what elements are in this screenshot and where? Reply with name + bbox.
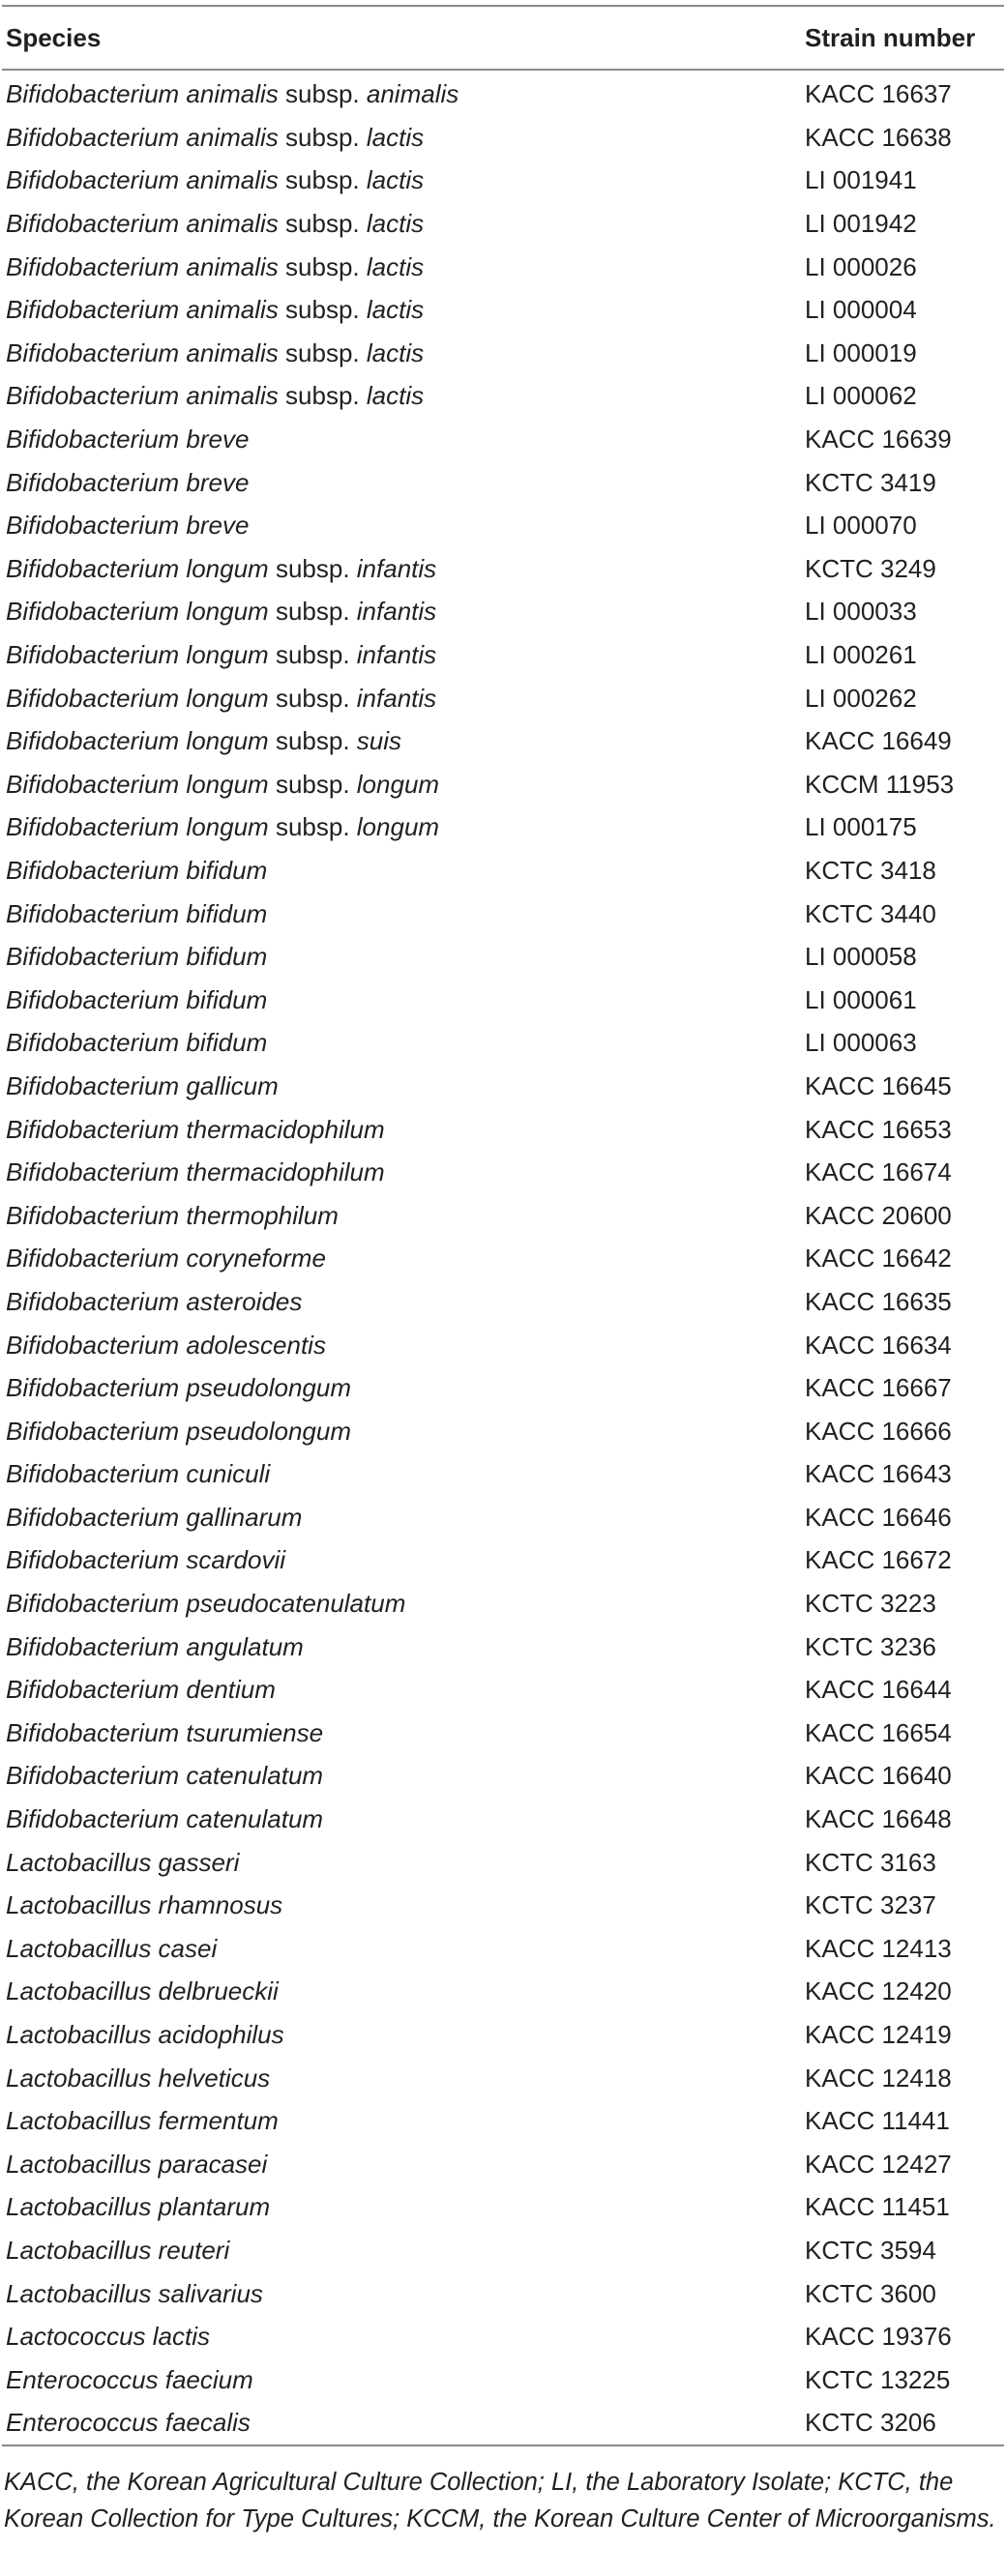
subspecies-label: subsp.	[285, 251, 360, 281]
species-cell	[2, 805, 805, 849]
table-row	[2, 418, 1004, 461]
species-name: Bifidobacterium thermacidophilum	[6, 1157, 385, 1187]
table-row	[2, 2229, 1004, 2272]
table-row	[2, 2099, 1004, 2143]
table-row	[2, 892, 1004, 935]
subspecies-name: lactis	[366, 122, 425, 152]
strain-number-cell: LI 000033	[805, 597, 917, 627]
table-row	[2, 2357, 1004, 2401]
species-name: Bifidobacterium longum	[6, 726, 269, 756]
strain-number-cell: KACC 16672	[805, 1545, 952, 1575]
strain-number-cell: KACC 16639	[805, 424, 952, 454]
table-row	[2, 1021, 1004, 1065]
species-cell	[2, 1065, 805, 1108]
species-name: Bifidobacterium longum	[6, 683, 269, 713]
subspecies-name: lactis	[366, 209, 425, 239]
table-row	[2, 1840, 1004, 1884]
table-row	[2, 504, 1004, 547]
species-cell	[2, 892, 805, 935]
species-cell	[2, 245, 805, 288]
table-row	[2, 1712, 1004, 1755]
species-name: Bifidobacterium dentium	[6, 1675, 276, 1705]
table-row	[2, 288, 1004, 332]
species-cell	[2, 590, 805, 633]
strain-number-cell: KCTC 3206	[805, 2401, 1004, 2445]
species-cell	[2, 1021, 805, 1065]
species-name: Bifidobacterium gallinarum	[6, 1502, 303, 1532]
species-cell	[2, 2099, 805, 2143]
species-name: Bifidobacterium tsurumiense	[6, 1717, 324, 1747]
table-row	[2, 159, 1004, 202]
table-row	[2, 1538, 1004, 1582]
table-footnote: KACC, the Korean Agricultural Culture Collection; LI, the Laboratory Isolate; KCTC, the Korean Collection for Type Cultures; KCCM, the Korean Culture Center of Microorganisms.	[4, 2468, 996, 2532]
table-row	[2, 2401, 1004, 2445]
species-cell	[2, 374, 805, 418]
species-name: Bifidobacterium bifidum	[6, 855, 268, 885]
strain-number-cell: KACC 16654	[805, 1717, 952, 1747]
subspecies-name: infantis	[356, 683, 437, 713]
strain-number-cell: KACC 16638	[805, 122, 952, 152]
strain-number-cell: LI 000058	[805, 942, 917, 972]
table-row	[2, 1193, 1004, 1237]
subspecies-name: suis	[356, 726, 402, 756]
species-column-header: Species	[2, 6, 805, 70]
species-cell	[2, 547, 805, 591]
table-row	[2, 1970, 1004, 2013]
table-row	[2, 245, 1004, 288]
strain-number-cell: KACC 16643	[805, 1459, 952, 1489]
species-name: Bifidobacterium breve	[6, 511, 250, 541]
species-cell	[2, 1798, 805, 1841]
table-row	[2, 763, 1004, 806]
species-cell	[2, 159, 805, 202]
species-name: Bifidobacterium animalis	[6, 295, 279, 325]
strain-number-cell: KACC 16637	[805, 79, 952, 109]
species-cell	[2, 2271, 805, 2315]
species-name: Bifidobacterium scardovii	[6, 1545, 286, 1575]
species-cell	[2, 633, 805, 677]
species-name: Lactococcus lactis	[6, 2322, 210, 2352]
species-name: Bifidobacterium longum	[6, 597, 269, 627]
table-row	[2, 676, 1004, 719]
species-name: Bifidobacterium animalis	[6, 381, 279, 411]
subspecies-name: lactis	[366, 381, 425, 411]
header-row	[2, 6, 1004, 70]
species-cell	[2, 849, 805, 893]
species-cell	[2, 2013, 805, 2057]
species-name: Bifidobacterium angulatum	[6, 1631, 304, 1661]
subspecies-name: longum	[356, 769, 440, 799]
table-header	[2, 6, 1004, 70]
species-cell	[2, 1193, 805, 1237]
strain-number-cell: KACC 16653	[805, 1114, 952, 1144]
strain-number-cell: LI 000262	[805, 683, 917, 713]
species-cell	[2, 1409, 805, 1452]
species-cell	[2, 70, 805, 116]
species-name: Lactobacillus paracasei	[6, 2149, 268, 2179]
species-cell	[2, 1107, 805, 1151]
species-name: Lactobacillus rhamnosus	[6, 1890, 283, 1920]
species-name: Bifidobacterium longum	[6, 640, 269, 670]
species-name: Bifidobacterium gallicum	[6, 1070, 279, 1100]
table-row	[2, 1366, 1004, 1410]
species-cell	[2, 2315, 805, 2358]
table-row	[2, 202, 1004, 246]
species-cell	[2, 2056, 805, 2099]
subspecies-name: longum	[356, 812, 440, 842]
species-cell	[2, 2185, 805, 2229]
species-cell	[2, 504, 805, 547]
strain-number-cell: KCTC 3249	[805, 553, 936, 583]
strain-number-cell: KACC 12418	[805, 2063, 952, 2093]
strain-number-cell: KCTC 3594	[805, 2235, 936, 2265]
species-cell	[2, 1280, 805, 1324]
species-name: Bifidobacterium bifidum	[6, 1028, 268, 1058]
subspecies-name: infantis	[356, 640, 437, 670]
strain-number-cell: KCTC 3236	[805, 1631, 936, 1661]
table-row	[2, 2056, 1004, 2099]
strain-number-cell: LI 000004	[805, 295, 917, 325]
species-cell	[2, 763, 805, 806]
strain-number-cell: LI 000061	[805, 984, 917, 1014]
species-name: Bifidobacterium longum	[6, 812, 269, 842]
species-name: Bifidobacterium animalis	[6, 165, 279, 195]
strain-number-cell: KACC 16635	[805, 1286, 952, 1316]
table-row	[2, 719, 1004, 763]
strain-number-cell: KACC 12419	[805, 2020, 952, 2050]
species-cell	[2, 1712, 805, 1755]
species-name: Bifidobacterium coryneforme	[6, 1244, 326, 1273]
table-row	[2, 2143, 1004, 2186]
species-name: Bifidobacterium catenulatum	[6, 1761, 324, 1791]
strain-number-cell: KACC 16666	[805, 1416, 952, 1446]
strain-number-cell: KCTC 3440	[805, 898, 936, 928]
table-row	[2, 1409, 1004, 1452]
species-name: Lactobacillus fermentum	[6, 2106, 279, 2136]
species-name: Bifidobacterium longum	[6, 553, 269, 583]
species-name: Lactobacillus salivarius	[6, 2278, 263, 2308]
species-cell	[2, 1151, 805, 1194]
strain-number-cell: LI 000070	[805, 511, 917, 541]
species-cell	[2, 2357, 805, 2401]
species-name: Bifidobacterium animalis	[6, 122, 279, 152]
species-cell	[2, 935, 805, 979]
strain-number-cell: LI 001942	[805, 209, 917, 239]
subspecies-label: subsp.	[285, 122, 360, 152]
strain-number-cell: KCTC 3418	[805, 855, 936, 885]
species-name: Bifidobacterium breve	[6, 467, 250, 497]
strain-number-cell: KCTC 3419	[805, 467, 936, 497]
subspecies-label: subsp.	[275, 597, 350, 627]
strain-number-cell: KACC 16674	[805, 1157, 952, 1187]
species-cell	[2, 1840, 805, 1884]
strain-number-cell: LI 000019	[805, 337, 917, 367]
species-name: Bifidobacterium adolescentis	[6, 1330, 326, 1360]
table-row	[2, 1280, 1004, 1324]
table-row	[2, 935, 1004, 979]
species-name: Bifidobacterium bifidum	[6, 984, 268, 1014]
species-cell	[2, 1538, 805, 1582]
species-name: Bifidobacterium animalis	[6, 337, 279, 367]
subspecies-label: subsp.	[275, 640, 350, 670]
species-cell	[2, 202, 805, 246]
species-name: Bifidobacterium cuniculi	[6, 1459, 271, 1489]
strain-number-cell: KACC 11441	[805, 2106, 950, 2136]
table-row	[2, 1625, 1004, 1668]
subspecies-name: lactis	[366, 251, 425, 281]
subspecies-label: subsp.	[285, 79, 360, 109]
strain-number-cell: KCTC 3237	[805, 1890, 936, 1920]
species-cell	[2, 676, 805, 719]
species-name: Bifidobacterium bifidum	[6, 942, 268, 972]
species-name: Bifidobacterium pseudolongum	[6, 1416, 351, 1446]
species-cell	[2, 1496, 805, 1539]
species-name: Bifidobacterium animalis	[6, 79, 279, 109]
species-cell	[2, 1668, 805, 1712]
subspecies-name: infantis	[356, 553, 437, 583]
strain-number-cell: LI 000026	[805, 251, 917, 281]
subspecies-label: subsp.	[285, 381, 360, 411]
strain-number-cell: KCCM 11953	[805, 769, 955, 799]
species-cell	[2, 1884, 805, 1927]
strain-number-cell: KACC 16667	[805, 1373, 952, 1403]
strain-number-cell: KACC 16645	[805, 1070, 952, 1100]
species-cell	[2, 2143, 805, 2186]
strain-number-cell: LI 000062	[805, 381, 917, 411]
species-cell	[2, 978, 805, 1021]
table-row	[2, 590, 1004, 633]
table-row	[2, 1323, 1004, 1366]
strain-number-cell: KACC 16646	[805, 1502, 952, 1532]
species-cell	[2, 1452, 805, 1496]
species-name: Bifidobacterium thermophilum	[6, 1200, 339, 1230]
table-row	[2, 1237, 1004, 1280]
table-row	[2, 1496, 1004, 1539]
table-row	[2, 1884, 1004, 1927]
species-cell	[2, 418, 805, 461]
species-name: Bifidobacterium bifidum	[6, 898, 268, 928]
species-name: Lactobacillus gasseri	[6, 1847, 240, 1877]
species-name: Enterococcus faecium	[6, 2364, 253, 2394]
subspecies-label: subsp.	[285, 209, 360, 239]
species-cell	[2, 460, 805, 504]
table-row	[2, 116, 1004, 160]
table-row	[2, 460, 1004, 504]
species-name: Bifidobacterium thermacidophilum	[6, 1114, 385, 1144]
species-name: Bifidobacterium pseudocatenulatum	[6, 1589, 406, 1619]
strain-number-cell: KCTC 3223	[805, 1589, 936, 1619]
strain-number-cell: KACC 12420	[805, 1976, 952, 2006]
strain-number-cell: KACC 20600	[805, 1200, 952, 1230]
subspecies-label: subsp.	[275, 812, 350, 842]
species-name: Bifidobacterium pseudolongum	[6, 1373, 351, 1403]
table-row	[2, 70, 1004, 116]
strain-number-cell: KCTC 13225	[805, 2364, 951, 2394]
subspecies-name: animalis	[366, 79, 459, 109]
species-name: Lactobacillus delbrueckii	[6, 1976, 279, 2006]
strain-number-cell: LI 001941	[805, 165, 917, 195]
table-row	[2, 547, 1004, 591]
table-row	[2, 978, 1004, 1021]
table-row	[2, 1927, 1004, 1971]
subspecies-label: subsp.	[275, 726, 350, 756]
strain-number-cell: KACC 16640	[805, 1761, 952, 1791]
species-cell	[2, 116, 805, 160]
table-body	[2, 70, 1004, 2445]
strain-number-cell: KACC 16649	[805, 726, 952, 756]
table-row	[2, 1754, 1004, 1798]
strain-number-cell: KCTC 3600	[805, 2278, 936, 2308]
species-name: Bifidobacterium asteroides	[6, 1286, 303, 1316]
species-cell	[2, 288, 805, 332]
subspecies-label: subsp.	[275, 683, 350, 713]
table-row	[2, 2271, 1004, 2315]
species-cell	[2, 1927, 805, 1971]
strain-number-cell: LI 000175	[805, 812, 917, 842]
table-row	[2, 2315, 1004, 2358]
species-name: Enterococcus faecalis	[6, 2408, 251, 2438]
strain-number-cell: KACC 19376	[805, 2322, 952, 2352]
species-name: Bifidobacterium animalis	[6, 251, 279, 281]
table-row	[2, 1582, 1004, 1625]
strain-number-column-header: Strain number	[805, 6, 1004, 70]
species-cell	[2, 1625, 805, 1668]
species-cell	[2, 1970, 805, 2013]
species-name: Bifidobacterium animalis	[6, 209, 279, 239]
strain-number-cell: KACC 12413	[805, 1933, 952, 1963]
strain-number-cell: KACC 11451	[805, 2192, 950, 2222]
table-row	[2, 1065, 1004, 1108]
species-name: Lactobacillus plantarum	[6, 2192, 271, 2222]
species-name: Lactobacillus acidophilus	[6, 2020, 284, 2050]
table-row	[2, 2185, 1004, 2229]
species-name: Bifidobacterium longum	[6, 769, 269, 799]
species-cell	[2, 1237, 805, 1280]
species-name: Bifidobacterium catenulatum	[6, 1804, 324, 1834]
species-cell	[2, 332, 805, 375]
subspecies-name: lactis	[366, 337, 425, 367]
species-name: Lactobacillus casei	[6, 1933, 218, 1963]
strain-number-cell: KACC 16644	[805, 1675, 952, 1705]
subspecies-name: lactis	[366, 165, 425, 195]
species-cell	[2, 1323, 805, 1366]
species-cell	[2, 1582, 805, 1625]
subspecies-label: subsp.	[285, 337, 360, 367]
species-cell	[2, 719, 805, 763]
subspecies-name: lactis	[366, 295, 425, 325]
strain-number-cell: KACC 16634	[805, 1330, 952, 1360]
species-name: Lactobacillus reuteri	[6, 2235, 230, 2265]
table-row	[2, 374, 1004, 418]
subspecies-label: subsp.	[275, 553, 350, 583]
species-name: Lactobacillus helveticus	[6, 2063, 271, 2093]
strain-number-cell: KACC 16648	[805, 1804, 952, 1834]
subspecies-label: subsp.	[285, 165, 360, 195]
species-cell	[2, 2229, 805, 2272]
strain-number-cell: LI 000063	[805, 1028, 917, 1058]
species-cell	[2, 1366, 805, 1410]
subspecies-label: subsp.	[275, 769, 350, 799]
table-row	[2, 1798, 1004, 1841]
strain-number-cell: KACC 12427	[805, 2149, 952, 2179]
table-row	[2, 1107, 1004, 1151]
species-name: Bifidobacterium breve	[6, 424, 250, 454]
table-row	[2, 1151, 1004, 1194]
table-row	[2, 332, 1004, 375]
species-cell	[2, 2401, 805, 2445]
strain-table	[2, 5, 1004, 2446]
strain-number-cell: LI 000261	[805, 640, 917, 670]
strain-number-cell: KACC 16642	[805, 1244, 952, 1273]
species-cell	[2, 1754, 805, 1798]
table-row	[2, 1668, 1004, 1712]
table-row	[2, 2013, 1004, 2057]
table-row	[2, 805, 1004, 849]
subspecies-label: subsp.	[285, 295, 360, 325]
table-row	[2, 633, 1004, 677]
table-row	[2, 1452, 1004, 1496]
strain-number-cell: KCTC 3163	[805, 1847, 936, 1877]
table-row	[2, 849, 1004, 893]
subspecies-name: infantis	[356, 597, 437, 627]
